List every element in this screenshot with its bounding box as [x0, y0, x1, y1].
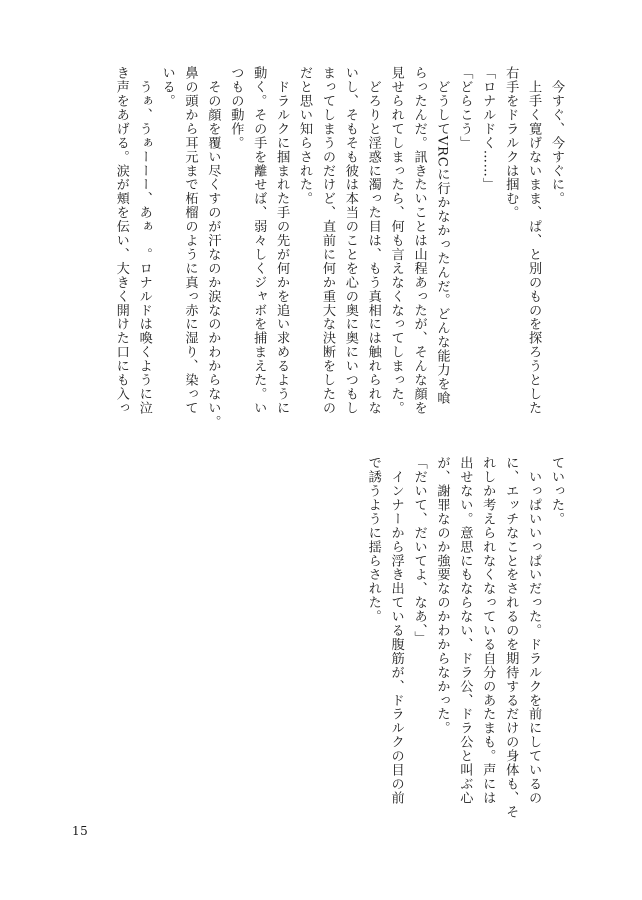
upper-text-line: 鼻の頭から耳元まで柘榴のように真っ赤に湿り、染って — [182, 66, 198, 415]
upper-text-line: どろりと淫惑に濁った目は、もう真相には触れられな — [365, 66, 381, 415]
page-number: 15 — [72, 824, 89, 838]
upper-text-line: き声をあげる。涙が頬を伝い、大きく開けた口にも入っ — [113, 66, 129, 415]
lower-text-line: れしか考えられなくなっている自分のあたまも。声には — [480, 456, 496, 805]
upper-text-line: だと思い知らされた。 — [297, 66, 313, 206]
upper-text-line: いし、そもそも彼は本当のことを心の奥に奥にいつもし — [342, 66, 358, 415]
upper-text-line: まってしまうのだけど、直前に何か重大な決断をしたの — [319, 66, 335, 415]
upper-text-line: どうしてVRCに行かなかったんだ。どんな能力を喰 — [434, 66, 450, 405]
upper-text-line: 「ロナルドく……」 — [480, 66, 496, 192]
upper-text-line: うぁ、うぁーーー、あぁ 。ロナルドは喚くように泣 — [136, 66, 152, 415]
lower-text-line: ていった。 — [549, 456, 564, 526]
lower-text-line: が、謝罪なのか強要なのかわからなかった。 — [434, 456, 450, 735]
lower-text-line: いっぱいいっぱいだった。ドラルクを前にしているの — [526, 456, 542, 805]
upper-text-line: いる。 — [159, 66, 175, 108]
upper-text-line: 見せられてしまったら、何も言えなくなってしまった。 — [388, 66, 404, 415]
lower-text-line: 出せない。意思にもならない、ドラ公、ドラ公と叫ぶ心 — [457, 456, 473, 805]
lower-text-line: で誘うように揺らされた。 — [365, 456, 381, 624]
lower-text-line: インナーから浮き出ている腹筋が、ドラルクの目の前 — [388, 456, 404, 805]
upper-text-line: 動く。その手を離せば、弱々しくジャボを捕まえた。い — [251, 66, 267, 415]
upper-text-line: つもの動作。 — [228, 66, 244, 150]
upper-text-line: その顔を覆い尽くすのが汗なのか涙なのかわからない。 — [205, 66, 221, 429]
lower-text-line: に、エッチなことをされるのを期待するだけの身体も、そ — [503, 456, 519, 819]
lower-text-line: 「だいて、だいてよ、なあ、」 — [411, 456, 427, 645]
upper-text-line: 上手く寛げないまま、ぱ、と別のものを探ろうとした — [526, 66, 542, 415]
upper-text-line: 今すぐ、今すぐに。 — [549, 66, 564, 206]
lower-text-block — [361, 456, 567, 826]
upper-text-line: 「どらこう」 — [457, 66, 473, 150]
upper-text-line: らったんだ。訊きたいことは山程あったが、そんな顔を — [411, 66, 427, 415]
upper-text-block — [109, 66, 567, 446]
upper-text-line: ドラルクに掴まれた手の先が何かを追い求めるように — [274, 66, 290, 415]
upper-text-line: 右手をドラルクは掴む。 — [503, 66, 519, 220]
